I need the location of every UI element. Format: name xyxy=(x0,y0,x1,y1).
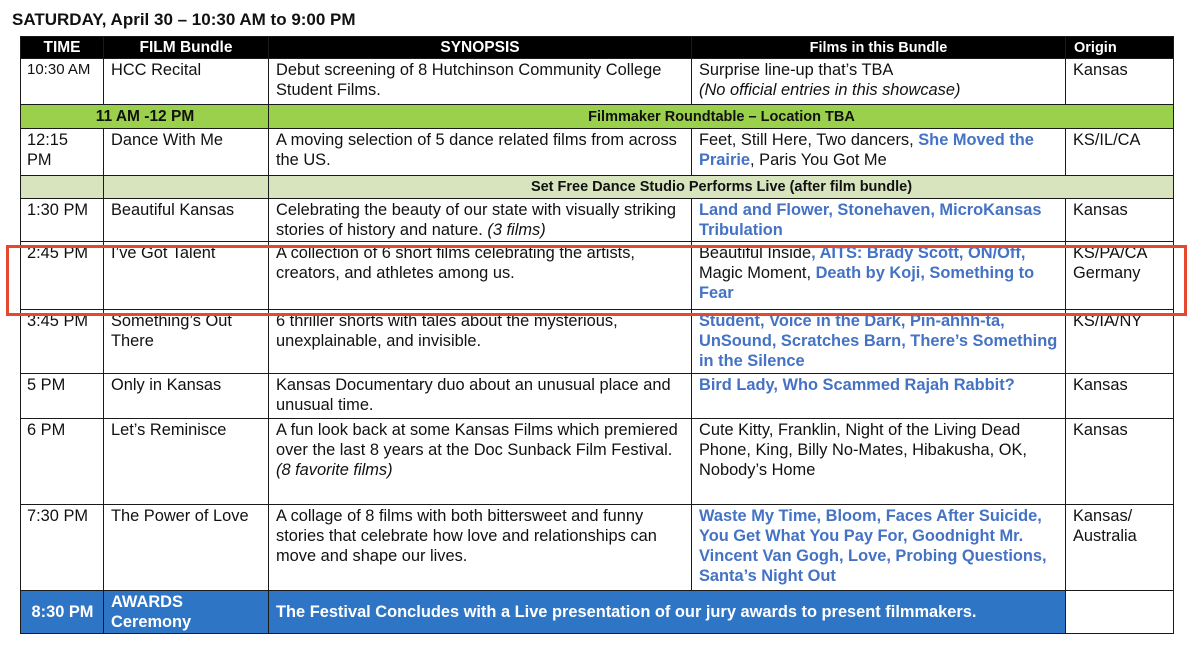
row-origin: KS/IL/CA xyxy=(1066,129,1174,176)
row-films: Bird Lady, Who Scammed Rajah Rabbit? xyxy=(692,374,1066,419)
films-text: Magic Moment, xyxy=(699,264,816,282)
schedule-row xyxy=(21,505,1174,591)
row-bundle: Something’s Out There xyxy=(104,310,269,374)
band-spacer xyxy=(21,176,104,199)
films-text: , Paris You Got Me xyxy=(750,151,887,169)
header-time: TIME xyxy=(21,37,104,59)
schedule-row xyxy=(21,199,1174,242)
header-synopsis: SYNOPSIS xyxy=(269,37,692,59)
row-synopsis: 6 thriller shorts with tales about the mysterious, unexplainable, and invisible. xyxy=(269,310,692,374)
row-time: 1:30 PM xyxy=(21,199,104,242)
row-origin: Kansas xyxy=(1066,419,1174,505)
band-row-roundtable xyxy=(21,105,1174,129)
row-time: 12:15 PM xyxy=(21,129,104,176)
row-time: 3:45 PM xyxy=(21,310,104,374)
row-time: 2:45 PM xyxy=(21,242,104,310)
header-bundle: FILM Bundle xyxy=(104,37,269,59)
row-origin: Kansas xyxy=(1066,374,1174,419)
synopsis-note: (8 favorite films) xyxy=(276,461,393,479)
row-films xyxy=(692,129,1066,176)
films-text: Beautiful Inside xyxy=(699,244,812,262)
row-films: Land and Flower, Stonehaven, MicroKansas Tribulation xyxy=(692,199,1066,242)
row-synopsis: Kansas Documentary duo about an unusual place and unusual time. xyxy=(269,374,692,419)
row-time: 6 PM xyxy=(21,419,104,505)
row-synopsis xyxy=(269,419,692,505)
row-synopsis: A moving selection of 5 dance related films from across the US. xyxy=(269,129,692,176)
row-films: Waste My Time, Bloom, Faces After Suicide, You Get What You Pay For, Goodnight Mr. Vincent Van Gogh, Love, Probing Questions, Santa’s Night Out xyxy=(692,505,1066,591)
awards-row xyxy=(21,591,1174,634)
films-highlight: Death by Koji, Something to Fear xyxy=(699,264,1035,302)
row-bundle: I’ve Got Talent xyxy=(104,242,269,310)
row-films xyxy=(692,59,1066,105)
row-origin: Kansas xyxy=(1066,59,1174,105)
row-synopsis: A collage of 8 films with both bittersweet and funny stories that celebrate how love and relationships can move and shape our lives. xyxy=(269,505,692,591)
awards-text: The Festival Concludes with a Live presentation of our jury awards to present filmmakers. xyxy=(269,591,1066,634)
films-highlight: , AITS: Brady Scott, ON/Off, xyxy=(811,244,1026,262)
row-origin: KS/IA/NY xyxy=(1066,310,1174,374)
row-bundle: Let’s Reminisce xyxy=(104,419,269,505)
synopsis-note: (3 films) xyxy=(487,221,546,239)
row-bundle: Only in Kansas xyxy=(104,374,269,419)
row-films: Cute Kitty, Franklin, Night of the Living Dead Phone, King, Billy No-Mates, Hibakusha, OK, Nobody’s Home xyxy=(692,419,1066,505)
films-note: (No official entries in this showcase) xyxy=(699,81,961,99)
header-films: Films in this Bundle xyxy=(692,37,1066,59)
films-text: Feet, Still Here, Two dancers, xyxy=(699,131,919,149)
band-text: Set Free Dance Studio Performs Live (after film bundle) xyxy=(269,176,1174,199)
band-row-dance xyxy=(21,176,1174,199)
row-synopsis: A collection of 6 short films celebrating the artists, creators, and athletes among us. xyxy=(269,242,692,310)
row-bundle: Dance With Me xyxy=(104,129,269,176)
schedule-row xyxy=(21,419,1174,505)
films-text: Surprise line-up that’s TBA xyxy=(699,61,894,79)
schedule-table xyxy=(20,36,1174,634)
row-time: 5 PM xyxy=(21,374,104,419)
synopsis-text: A fun look back at some Kansas Films which premiered over the last 8 years at the Doc Sunback Film Festival. xyxy=(276,421,678,459)
row-films xyxy=(692,242,1066,310)
schedule-row-highlighted xyxy=(21,242,1174,310)
row-origin: Kansas/ Australia xyxy=(1066,505,1174,591)
row-time: 10:30 AM xyxy=(21,59,104,105)
schedule-row xyxy=(21,59,1174,105)
row-films: Student, Voice in the Dark, Pin-ahhh-ta, UnSound, Scratches Barn, There’s Something in the Silence xyxy=(692,310,1066,374)
row-origin: KS/PA/CA Germany xyxy=(1066,242,1174,310)
row-bundle: Beautiful Kansas xyxy=(104,199,269,242)
schedule-row xyxy=(21,374,1174,419)
schedule-row xyxy=(21,310,1174,374)
row-origin: Kansas xyxy=(1066,199,1174,242)
page-title: SATURDAY, April 30 – 10:30 AM to 9:00 PM xyxy=(12,10,356,29)
awards-time: 8:30 PM xyxy=(21,591,104,634)
row-bundle: The Power of Love xyxy=(104,505,269,591)
awards-bundle: AWARDS Ceremony xyxy=(104,591,269,634)
header-row xyxy=(21,37,1174,59)
synopsis-text: Celebrating the beauty of our state with visually striking stories of history and nature. xyxy=(276,201,676,239)
row-synopsis: Debut screening of 8 Hutchinson Community College Student Films. xyxy=(269,59,692,105)
band-text: Filmmaker Roundtable – Location TBA xyxy=(269,105,1174,129)
films-highlight: She Moved the Prairie xyxy=(699,131,1034,169)
row-bundle: HCC Recital xyxy=(104,59,269,105)
band-time: 11 AM -12 PM xyxy=(21,105,269,129)
awards-origin xyxy=(1066,591,1174,634)
row-synopsis xyxy=(269,199,692,242)
band-spacer xyxy=(104,176,269,199)
row-time: 7:30 PM xyxy=(21,505,104,591)
schedule-row xyxy=(21,129,1174,176)
header-origin: Origin xyxy=(1066,37,1174,59)
